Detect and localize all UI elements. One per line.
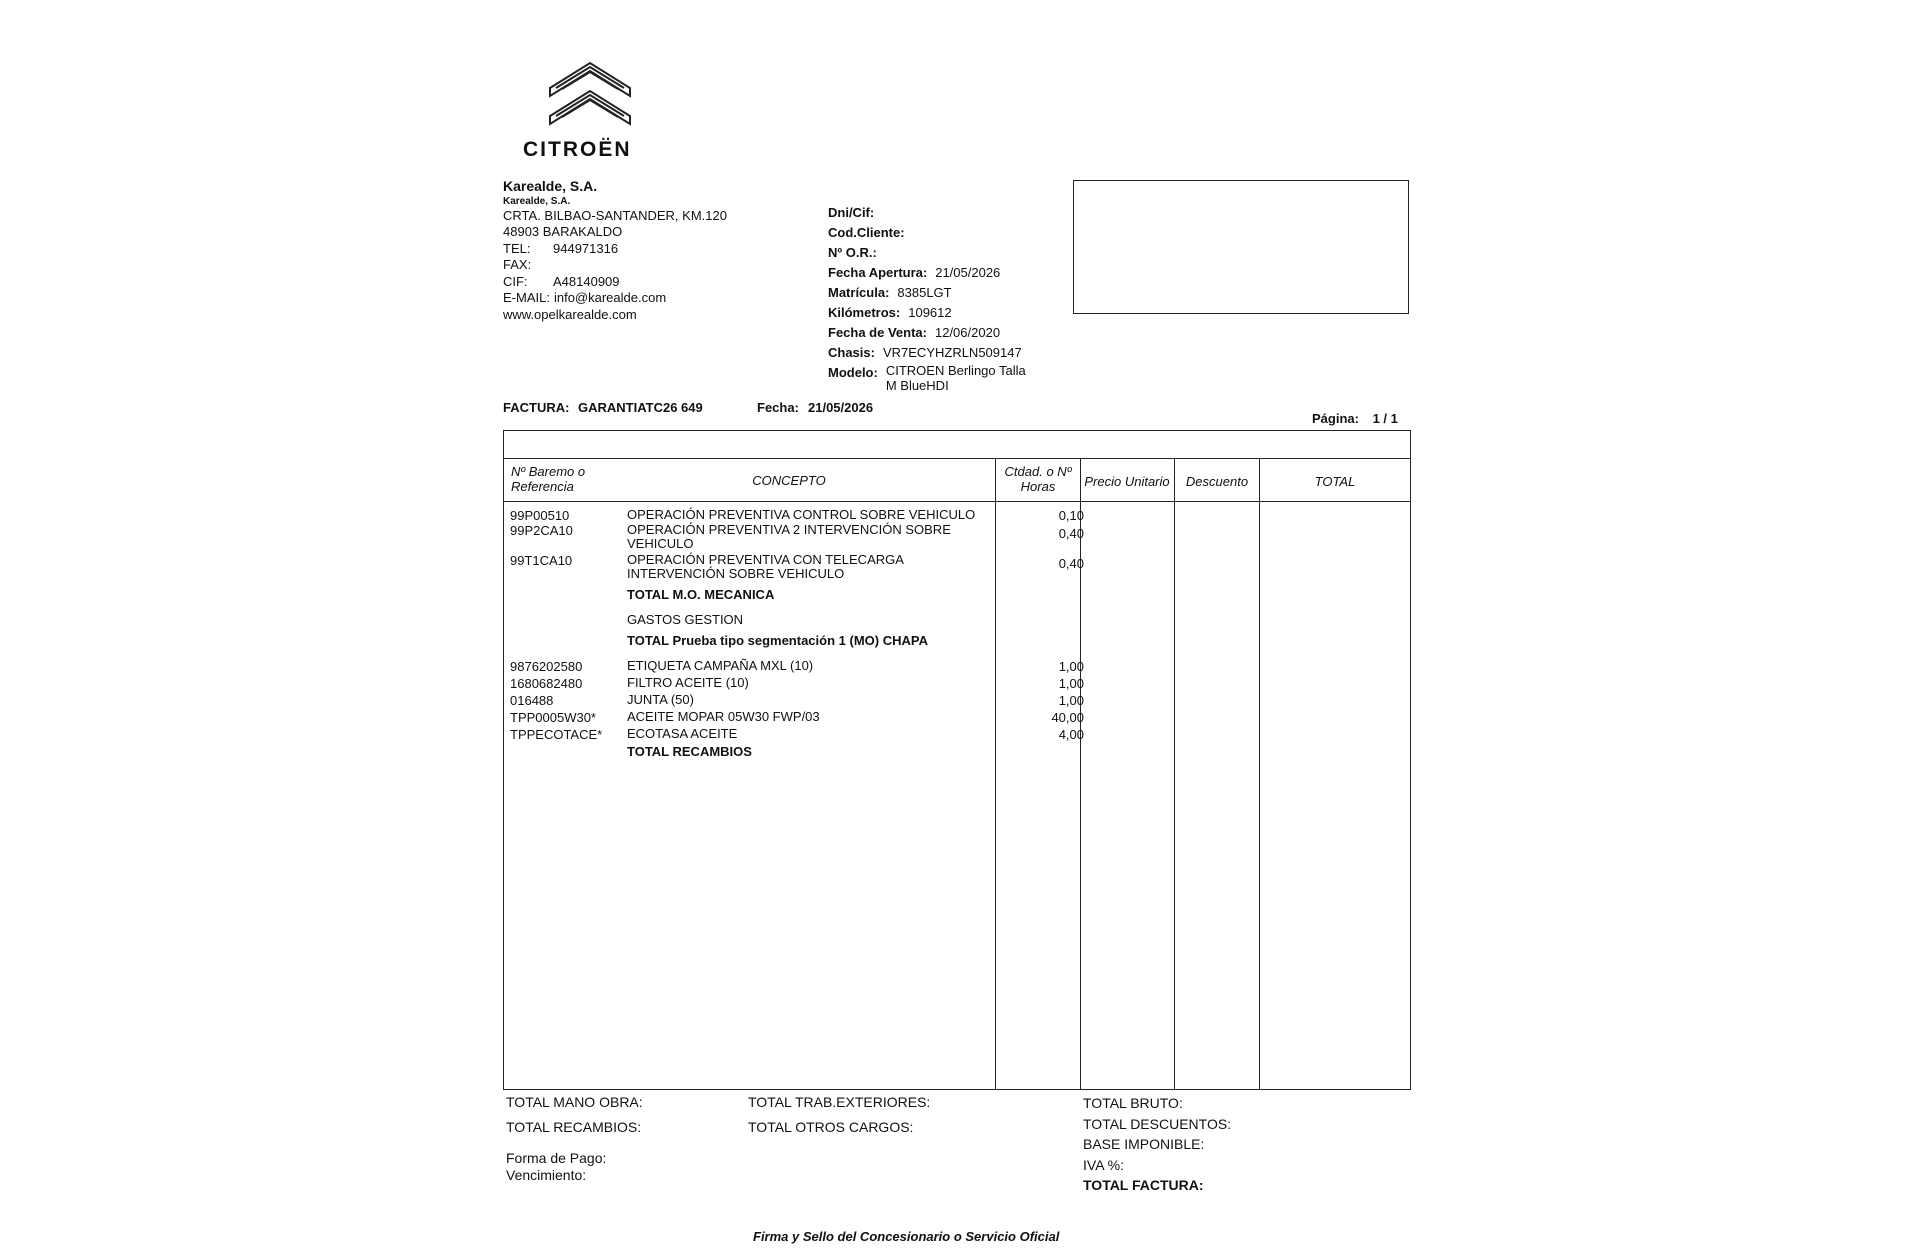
row-ref: TPPECOTACE* <box>510 727 603 742</box>
header-ref: Nº Baremo o Referencia <box>511 464 586 494</box>
vehicle-label: Modelo: <box>828 365 878 380</box>
table-top-line <box>504 458 1410 459</box>
total-otros-cargos: TOTAL OTROS CARGOS: <box>748 1119 914 1135</box>
fecha-value: 21/05/2026 <box>808 400 874 415</box>
scan-speck <box>1082 43 1088 47</box>
vehicle-value: CITROEN Berlingo Talla M BlueHDI <box>885 363 1026 393</box>
vehicle-row <box>828 243 1036 263</box>
tel-value: 944971316 <box>553 240 619 256</box>
totals-left <box>506 1090 643 1140</box>
total-mano-obra: TOTAL MANO OBRA: <box>506 1094 643 1110</box>
row-concepto: ECOTASA ACEITE <box>627 726 738 741</box>
row-concepto: TOTAL Prueba tipo segmentación 1 (MO) CHAPA <box>627 633 928 648</box>
vehicle-value: 12/06/2020 <box>934 325 1001 340</box>
vehicle-label: Fecha Apertura: <box>828 265 928 280</box>
client-address-box <box>1073 180 1409 314</box>
row-qty: 0,40 <box>1058 526 1084 541</box>
firma-sello: Firma y Sello del Concesionario o Servicio Oficial <box>753 1229 1060 1244</box>
row-qty: 0,10 <box>1058 508 1084 523</box>
totals-middle <box>748 1090 930 1140</box>
pagina-label: Página: <box>1312 411 1359 426</box>
factura-label: FACTURA: <box>503 400 570 415</box>
cif-value: A48140909 <box>553 273 620 289</box>
pagina-value: 1 / 1 <box>1372 411 1398 426</box>
vehicle-label: Nº O.R.: <box>828 245 877 260</box>
forma-de-pago: Forma de Pago: <box>506 1150 607 1166</box>
vehicle-row <box>828 363 1036 393</box>
row-concepto: TOTAL RECAMBIOS <box>627 744 752 759</box>
vehicle-label: Fecha de Venta: <box>828 325 927 340</box>
total-descuentos: TOTAL DESCUENTOS: <box>1083 1115 1232 1132</box>
total-factura: TOTAL FACTURA: <box>1083 1177 1204 1193</box>
row-concepto: GASTOS GESTION <box>627 612 744 627</box>
vehicle-row <box>828 203 1036 223</box>
vehicle-row <box>828 323 1036 343</box>
header-total: TOTAL <box>1314 474 1356 489</box>
row-ref: 9876202580 <box>510 659 583 674</box>
header-concepto: CONCEPTO <box>752 473 826 488</box>
row-qty: 40,00 <box>1051 710 1084 725</box>
row-concepto: TOTAL M.O. MECANICA <box>627 587 775 602</box>
fecha-label: Fecha: <box>757 400 799 415</box>
payment-info <box>506 1150 606 1184</box>
row-qty: 1,00 <box>1058 676 1084 691</box>
vehicle-row <box>828 223 1036 243</box>
total-trab-exteriores: TOTAL TRAB.EXTERIORES: <box>748 1094 931 1110</box>
vehicle-row <box>828 283 1036 303</box>
row-concepto: ACEITE MOPAR 05W30 FWP/03 <box>627 709 820 724</box>
company-block <box>503 178 727 323</box>
row-ref: 99T1CA10 <box>510 553 573 568</box>
factura-number: GARANTIATC26 649 <box>578 400 703 415</box>
row-qty: 1,00 <box>1058 693 1084 708</box>
vehicle-value: 8385LGT <box>897 285 952 300</box>
row-qty: 0,40 <box>1058 556 1084 571</box>
row-ref: 99P2CA10 <box>510 523 573 538</box>
header-descuento: Descuento <box>1185 474 1249 489</box>
row-qty: 4,00 <box>1058 727 1084 742</box>
company-name: Karealde, S.A. <box>503 178 598 194</box>
vehicle-label: Kilómetros: <box>828 305 901 320</box>
fax-label: FAX: <box>503 257 532 272</box>
row-concepto: JUNTA (50) <box>627 692 694 707</box>
row-concepto: OPERACIÓN PREVENTIVA CON TELECARGA INTERVENCIÓN SOBRE VEHICULO <box>627 552 904 581</box>
total-bruto: TOTAL BRUTO: <box>1083 1095 1183 1111</box>
tel-label: TEL: <box>503 240 531 256</box>
header-qty: Ctdad. o Nº Horas <box>1004 464 1072 494</box>
company-web: www.opelkarealde.com <box>503 306 637 322</box>
email-value: info@karealde.com <box>553 290 667 305</box>
company-address2: 48903 BARAKALDO <box>503 224 623 239</box>
row-concepto: FILTRO ACEITE (10) <box>627 675 749 690</box>
vehicle-row <box>828 263 1036 283</box>
totals-right <box>1083 1093 1231 1196</box>
vehicle-value: 21/05/2026 <box>935 265 1001 280</box>
table-header-line <box>504 501 1410 502</box>
vencimiento: Vencimiento: <box>506 1167 587 1183</box>
row-ref: TPP0005W30* <box>510 710 596 725</box>
invoice-table <box>503 430 1411 1090</box>
row-concepto: ETIQUETA CAMPAÑA MXL (10) <box>627 658 814 673</box>
iva: IVA %: <box>1083 1156 1124 1173</box>
vehicle-label: Dni/Cif: <box>828 205 875 220</box>
vehicle-label: Matrícula: <box>828 285 890 300</box>
header-precio: Precio Unitario <box>1084 474 1170 489</box>
base-imponible: BASE IMPONIBLE: <box>1083 1136 1205 1152</box>
col-divider <box>1080 458 1081 1089</box>
row-ref: 1680682480 <box>510 676 583 691</box>
vehicle-value: VR7ECYHZRLN509147 <box>882 345 1022 360</box>
company-address1: CRTA. BILBAO-SANTANDER, KM.120 <box>503 207 727 223</box>
vehicle-label: Chasis: <box>828 345 875 360</box>
row-concepto: OPERACIÓN PREVENTIVA 2 INTERVENCIÓN SOBRE VEHICULO <box>627 522 951 551</box>
row-ref: 99P00510 <box>510 508 570 523</box>
row-concepto: OPERACIÓN PREVENTIVA CONTROL SOBRE VEHICULO <box>627 507 976 522</box>
total-recambios: TOTAL RECAMBIOS: <box>506 1119 642 1135</box>
col-divider <box>1259 458 1260 1089</box>
vehicle-value: 109612 <box>908 305 952 320</box>
vehicle-row <box>828 303 1036 323</box>
brand-name: CITROËN <box>523 138 632 161</box>
vehicle-row <box>828 343 1036 363</box>
vehicle-label: Cod.Cliente: <box>828 225 905 240</box>
vehicle-info <box>828 203 1036 393</box>
email-label: E-MAIL: <box>503 290 550 305</box>
row-ref: 016488 <box>510 693 554 708</box>
cif-label: CIF: <box>503 273 528 289</box>
pagina <box>1312 411 1398 426</box>
col-divider <box>1174 458 1175 1089</box>
company-name-small: Karealde, S.A. <box>503 195 571 207</box>
row-qty: 1,00 <box>1058 659 1084 674</box>
